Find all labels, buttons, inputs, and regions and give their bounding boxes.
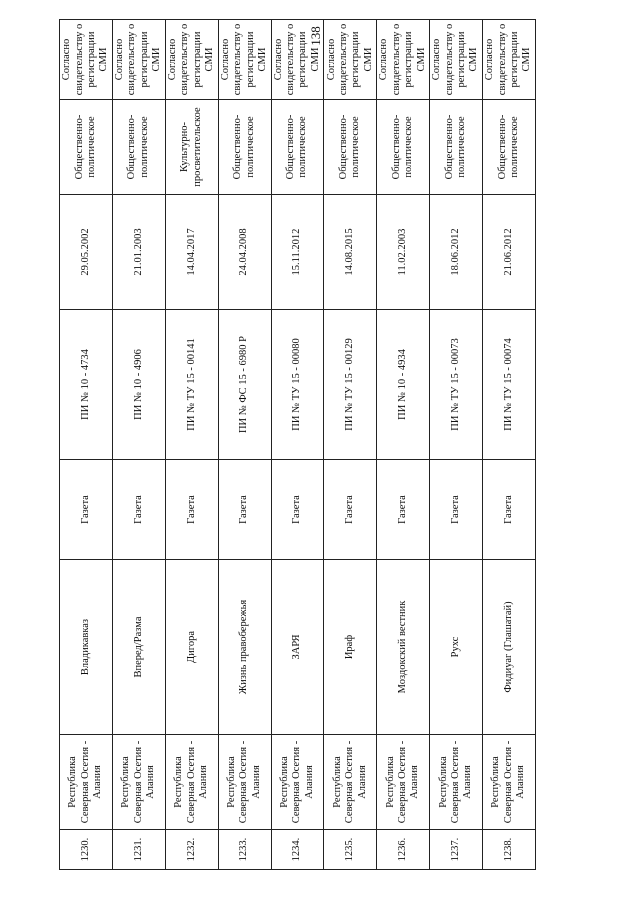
table-row	[483, 20, 536, 870]
cell-title: Дигора	[165, 560, 218, 735]
cell-title: Фидиуаг (Глашатай)	[483, 560, 536, 735]
table-row	[377, 20, 430, 870]
cell-territory: Согласно свидетельству о регистрации СМИ	[324, 20, 377, 100]
cell-specialization: Общественно-политическое	[324, 100, 377, 195]
cell-specialization: Общественно-политическое	[430, 100, 483, 195]
table-row	[430, 20, 483, 870]
cell-title: Ираф	[324, 560, 377, 735]
cell-territory: Согласно свидетельству о регистрации СМИ	[430, 20, 483, 100]
cell-type: Газета	[60, 460, 113, 560]
cell-territory: Согласно свидетельству о регистрации СМИ	[218, 20, 271, 100]
cell-registration: ПИ № 10 - 4934	[377, 310, 430, 460]
cell-date: 29.05.2002	[60, 195, 113, 310]
cell-region: Республика Северная Осетия - Алания	[271, 735, 324, 830]
table-row	[60, 20, 113, 870]
cell-registration: ПИ № ТУ 15 - 00141	[165, 310, 218, 460]
cell-registration: ПИ № ТУ 15 - 00074	[483, 310, 536, 460]
cell-region: Республика Северная Осетия - Алания	[60, 735, 113, 830]
table-row	[165, 20, 218, 870]
cell-title: Моздокский вестник	[377, 560, 430, 735]
media-registry-table	[59, 19, 536, 870]
cell-title: Вперед/Разма	[112, 560, 165, 735]
cell-territory: Согласно свидетельству о регистрации СМИ	[377, 20, 430, 100]
cell-date: 14.08.2015	[324, 195, 377, 310]
cell-type: Газета	[112, 460, 165, 560]
cell-registration: ПИ № ТУ 15 - 00080	[271, 310, 324, 460]
cell-type: Газета	[324, 460, 377, 560]
cell-specialization: Общественно-политическое	[377, 100, 430, 195]
cell-territory: Согласно свидетельству о регистрации СМИ	[112, 20, 165, 100]
cell-specialization: Общественно-политическое	[60, 100, 113, 195]
cell-type: Газета	[483, 460, 536, 560]
cell-date: 24.04.2008	[218, 195, 271, 310]
cell-registration: ПИ № ТУ 15 - 00129	[324, 310, 377, 460]
cell-number: 1230.	[60, 830, 113, 870]
cell-territory: Согласно свидетельству о регистрации СМИ	[165, 20, 218, 100]
cell-registration: ПИ № ФС 15 - 6980 Р	[218, 310, 271, 460]
cell-title: ЗАРЯ	[271, 560, 324, 735]
cell-region: Республика Северная Осетия - Алания	[430, 735, 483, 830]
cell-number: 1231.	[112, 830, 165, 870]
cell-date: 18.06.2012	[430, 195, 483, 310]
cell-date: 15.11.2012	[271, 195, 324, 310]
table-row	[324, 20, 377, 870]
cell-region: Республика Северная Осетия - Алания	[112, 735, 165, 830]
cell-number: 1236.	[377, 830, 430, 870]
cell-registration: ПИ № ТУ 15 - 00073	[430, 310, 483, 460]
cell-number: 1233.	[218, 830, 271, 870]
cell-region: Республика Северная Осетия - Алания	[165, 735, 218, 830]
cell-region: Республика Северная Осетия - Алания	[324, 735, 377, 830]
cell-specialization: Культурно-просветительское	[165, 100, 218, 195]
cell-territory: Согласно свидетельству о регистрации СМИ	[483, 20, 536, 100]
cell-specialization: Общественно-политическое	[483, 100, 536, 195]
cell-date: 14.04.2017	[165, 195, 218, 310]
cell-number: 1237.	[430, 830, 483, 870]
cell-title: Жизнь правобережья	[218, 560, 271, 735]
table-row	[271, 20, 324, 870]
cell-date: 21.01.2003	[112, 195, 165, 310]
cell-specialization: Общественно-политическое	[218, 100, 271, 195]
table-body	[60, 20, 536, 870]
cell-region: Республика Северная Осетия - Алания	[483, 735, 536, 830]
cell-type: Газета	[218, 460, 271, 560]
cell-date: 11.02.2003	[377, 195, 430, 310]
cell-region: Республика Северная Осетия - Алания	[218, 735, 271, 830]
cell-registration: ПИ № 10 - 4734	[60, 310, 113, 460]
cell-number: 1238.	[483, 830, 536, 870]
cell-type: Газета	[271, 460, 324, 560]
cell-region: Республика Северная Осетия - Алания	[377, 735, 430, 830]
cell-number: 1234.	[271, 830, 324, 870]
rotated-table-wrapper	[59, 20, 535, 870]
cell-registration: ПИ № 10 - 4906	[112, 310, 165, 460]
table-row	[112, 20, 165, 870]
cell-title: Владикавказ	[60, 560, 113, 735]
cell-number: 1235.	[324, 830, 377, 870]
page-number: 138	[308, 26, 323, 46]
cell-territory: Согласно свидетельству о регистрации СМИ	[60, 20, 113, 100]
cell-date: 21.06.2012	[483, 195, 536, 310]
cell-type: Газета	[165, 460, 218, 560]
cell-title: Рухс	[430, 560, 483, 735]
cell-number: 1232.	[165, 830, 218, 870]
cell-type: Газета	[430, 460, 483, 560]
cell-specialization: Общественно-политическое	[271, 100, 324, 195]
table-row	[218, 20, 271, 870]
cell-type: Газета	[377, 460, 430, 560]
cell-specialization: Общественно-политическое	[112, 100, 165, 195]
cell-territory: Согласно свидетельству о регистрации СМИ	[271, 20, 324, 100]
